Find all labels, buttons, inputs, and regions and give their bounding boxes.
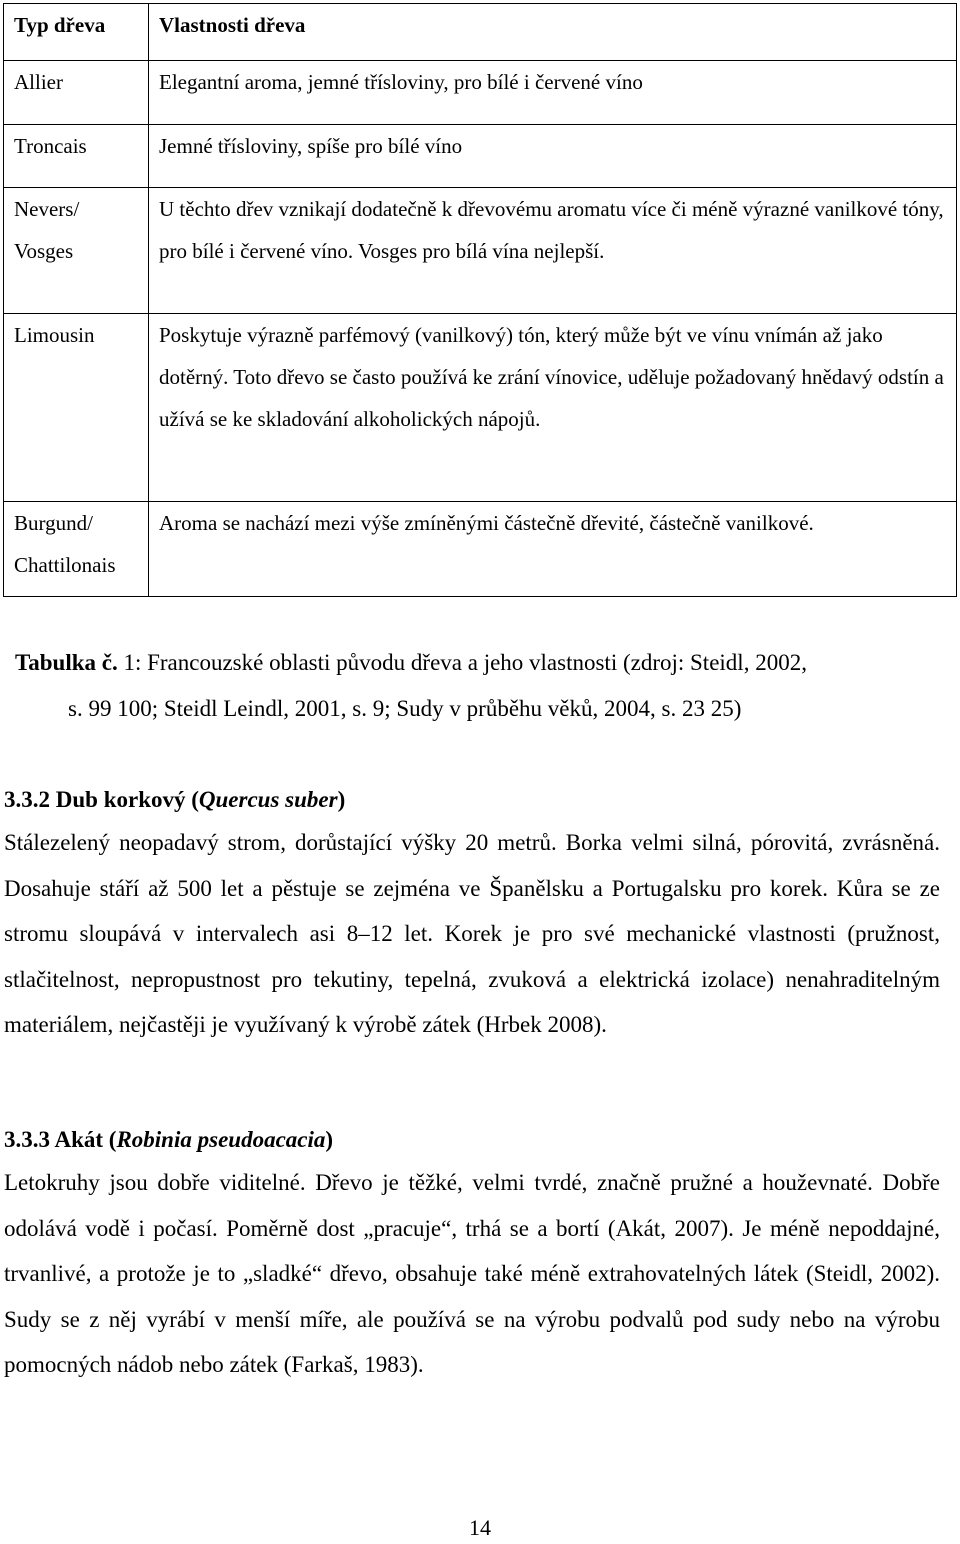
wood-type-cell bbox=[4, 502, 149, 597]
wood-types-table bbox=[3, 3, 957, 597]
wood-properties-cell: Jemné třísloviny, spíše pro bílé víno bbox=[149, 125, 957, 188]
header-wood-type: Typ dřeva bbox=[4, 4, 149, 61]
table-row bbox=[4, 188, 957, 314]
wood-type-cell: Allier bbox=[4, 61, 149, 125]
wood-properties-cell: Elegantní aroma, jemné třísloviny, pro bílé i červené víno bbox=[149, 61, 957, 125]
latin-name: Robinia pseudoacacia bbox=[116, 1127, 326, 1152]
caption-label: Tabulka č. bbox=[15, 650, 118, 675]
table-header-row bbox=[4, 4, 957, 61]
caption-text-line1: : Francouzské oblasti původu dřeva a jeho vlastnosti (zdroj: Steidl, 2002, bbox=[134, 650, 807, 675]
paragraph-cork-oak: Stálezelený neopadavý strom, dorůstající výšky 20 metrů. Borka velmi silná, pórovitá, zvrásněná. Dosahuje stáří až 500 let a pěstuje se zejména ve Španělsku a Portugalsku pro korek. Kůra se ze stromu sloupává v intervalech asi 8–12 let. Korek je pro své mechanické vlastnosti (pružnost, stlačitelnost, nepropustnost pro tekutiny, tepelná, zvuková a elektrická izolace) nenahraditelným materiálem, nejčastěji je využívaný k výrobě zátek (Hrbek 2008). bbox=[4, 830, 940, 1037]
wood-properties-cell: U těchto dřev vznikají dodatečně k dřevovému aromatu více či méně výrazné vanilkové tóny, pro bílé i červené víno. Vosges pro bílá vína nejlepší. bbox=[149, 188, 957, 314]
section-heading-acacia bbox=[4, 1125, 333, 1155]
wood-type-line: Burgund/ bbox=[14, 511, 93, 535]
wood-type-line: Vosges bbox=[14, 239, 74, 263]
latin-name: Quercus suber bbox=[198, 787, 338, 812]
caption-number: 1 bbox=[123, 650, 135, 675]
wood-type-cell: Troncais bbox=[4, 125, 149, 188]
wood-type-cell: Limousin bbox=[4, 314, 149, 502]
page-number: 14 bbox=[469, 1515, 491, 1540]
section-heading-cork-oak bbox=[4, 785, 345, 815]
wood-type-cell bbox=[4, 188, 149, 314]
table-row bbox=[4, 61, 957, 125]
wood-properties-cell: Aroma se nachází mezi výše zmíněnými částečně dřevité, částečně vanilkové. bbox=[149, 502, 957, 597]
wood-properties-cell: Poskytuje výrazně parfémový (vanilkový) tón, který může být ve vínu vnímán až jako dotěrný. Toto dřevo se často používá ke zrání vínovice, uděluje požadovaný hnědavý odstín a užívá se ke skladování alkoholických nápojů. bbox=[149, 314, 957, 502]
wood-type-line: Chattilonais bbox=[14, 553, 116, 577]
caption-text-line2: s. 99 100; Steidl Leindl, 2001, s. 9; Sudy v průběhu věků, 2004, s. 23 25) bbox=[68, 696, 742, 721]
heading-text: 3.3.2 Dub korkový ( bbox=[4, 787, 199, 812]
heading-close: ) bbox=[325, 1127, 334, 1152]
wood-type-line: Nevers/ bbox=[14, 197, 80, 221]
table-row bbox=[4, 314, 957, 502]
table-row bbox=[4, 502, 957, 597]
table-row bbox=[4, 125, 957, 188]
heading-close: ) bbox=[337, 787, 346, 812]
paragraph-acacia: Letokruhy jsou dobře viditelné. Dřevo je těžké, velmi tvrdé, značně pružné a houževnaté. Dobře odolává vodě i počasí. Poměrně dost „pracuje“, trhá se a bortí (Akát, 2007). Je méně nepoddajné, trvanlivé, a protože je to „sladké“ dřevo, obsahuje také méně extrahovatelných látek (Steidl, 2002). Sudy se z něj vyrábí v menší míře, ale používá se na výrobu podvalů pod sudy nebo na výrobu pomocných nádob nebo zátek (Farkaš, 1983). bbox=[4, 1170, 940, 1377]
header-wood-properties: Vlastnosti dřeva bbox=[149, 4, 957, 61]
heading-text: 3.3.3 Akát ( bbox=[4, 1127, 117, 1152]
table-caption bbox=[15, 640, 940, 732]
